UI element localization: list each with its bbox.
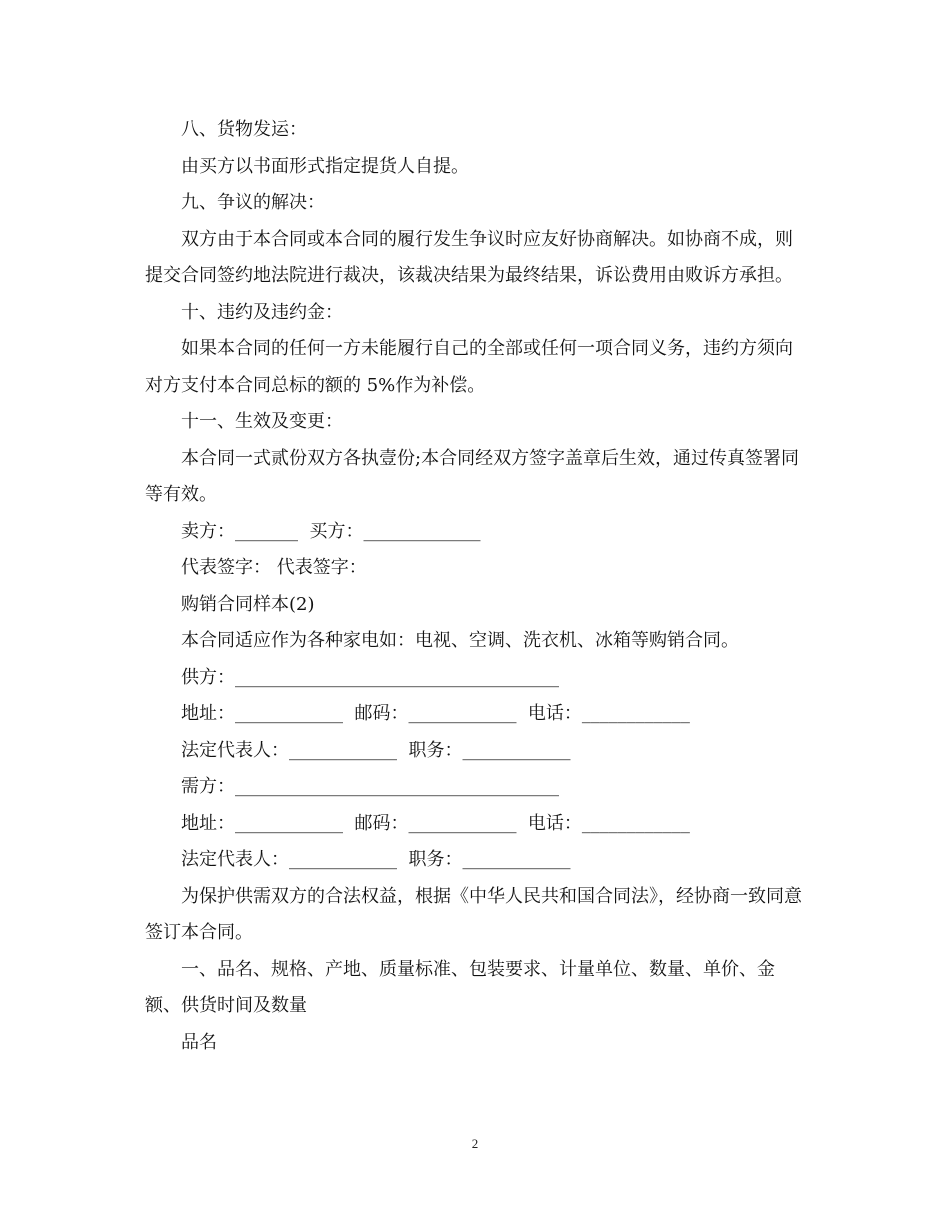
paragraph-preamble: 为保护供需双方的合法权益，根据《中华人民共和国合同法》，经协商一致同意签订本合同。 bbox=[145, 885, 802, 943]
supplier-contact-fields: 地址：____________ 邮码：____________ 电话：____________ bbox=[181, 703, 690, 724]
buyer-representative-fields: 法定代表人：____________ 职务：____________ bbox=[181, 849, 571, 870]
section-heading-dispute: 九、争议的解决： bbox=[181, 192, 325, 213]
signature-representatives: 代表签字： 代表签字： bbox=[181, 557, 367, 578]
paragraph-effect: 本合同一式贰份双方各执壹份;本合同经双方签字盖章后生效，通过传真签署同等有效。 bbox=[145, 447, 800, 505]
section-heading-breach: 十、违约及违约金： bbox=[181, 301, 343, 323]
signature-seller-buyer: 卖方：_______ 买方：_____________ bbox=[181, 520, 481, 542]
document-body bbox=[145, 112, 805, 1061]
section-heading-effect: 十一、生效及变更： bbox=[181, 411, 343, 432]
buyer-contact-fields: 地址：____________ 邮码：____________ 电话：____________ bbox=[181, 812, 690, 834]
paragraph-shipping: 由买方以书面形式指定提货人自提。 bbox=[181, 155, 469, 177]
supplier-field: 供方：____________________________________ bbox=[181, 666, 559, 688]
supplier-representative-fields: 法定代表人：____________ 职务：____________ bbox=[181, 739, 571, 761]
paragraph-breach: 如果本合同的任何一方未能履行自己的全部或任何一项合同义务，违约方须向对方支付本合同总标的额的 5%作为补偿。 bbox=[145, 338, 793, 396]
page-number: 2 bbox=[471, 1136, 479, 1151]
section-heading-shipping: 八、货物发运： bbox=[181, 119, 307, 140]
paragraph-dispute: 双方由于本合同或本合同的履行发生争议时应友好协商解决。如协商不成，则提交合同签约地法院进行裁决，该裁决结果为最终结果，诉讼费用由败诉方承担。 bbox=[145, 228, 793, 286]
section-heading-product: 一、品名、规格、产地、质量标准、包装要求、计量单位、数量、单价、金额、供货时间及数量 bbox=[145, 958, 775, 1016]
sample-title: 购销合同样本(2) bbox=[181, 593, 315, 615]
product-name-label: 品名 bbox=[181, 1031, 217, 1053]
paragraph-scope: 本合同适应作为各种家电如：电视、空调、洗衣机、冰箱等购销合同。 bbox=[181, 630, 739, 651]
buyer-field: 需方：____________________________________ bbox=[181, 776, 559, 797]
